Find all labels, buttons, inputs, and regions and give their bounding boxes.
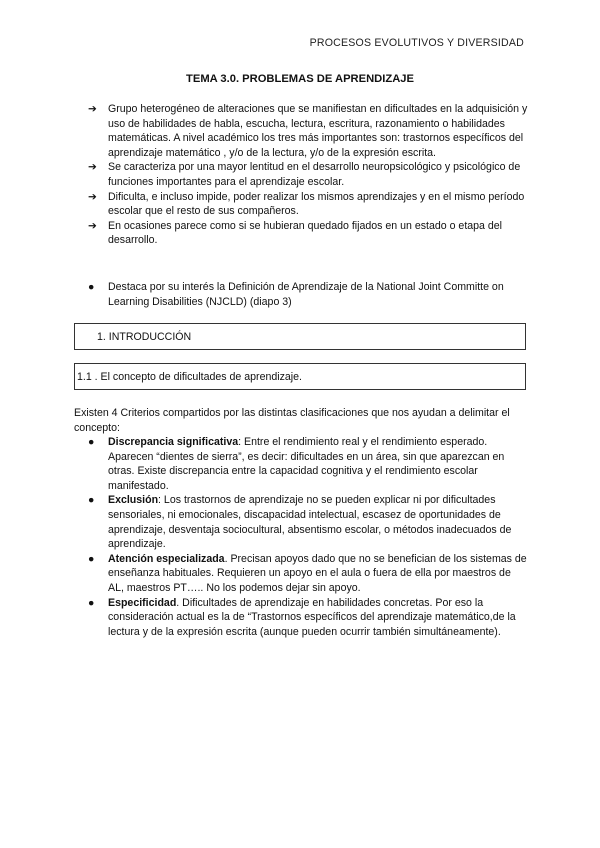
- list-item-text: Se caracteriza por una mayor lentitud en el desarrollo neuropsicológico y psicológico de funciones importantes para el aprendizaje escolar.: [108, 161, 521, 188]
- section-heading: 1. INTRODUCCIÓN: [97, 331, 192, 343]
- list-item: [88, 190, 528, 219]
- criteria-list: [88, 435, 528, 639]
- arrow-icon: ➔: [88, 219, 97, 232]
- arrow-icon: ➔: [88, 190, 97, 203]
- list-item-text: Grupo heterogéneo de alteraciones que se manifiestan en dificultades en la adquisición y uso de habilidades de habla, escucha, lectura, escritura, razonamiento o habilidades matemáticas. A nivel académico los tres más importantes son: trastornos específicos del aprendizaje matemático , y/o de la lectura, y/o de la expresión escrita.: [108, 103, 528, 159]
- criterion-text: : Los trastornos de aprendizaje no se pueden explicar ni por dificultades sensoriales, ni emocionales, discapacidad intelectual, escasez de oportunidades de aprendizaje, desventaja sociocultural, absentismo escolar, o métodos inadecuados de aprendizaje.: [108, 494, 512, 551]
- criterion-term: Atención especializada: [108, 552, 225, 565]
- list-item: [88, 219, 528, 248]
- arrow-icon: ➔: [88, 103, 97, 115]
- list-item-text: En ocasiones parece como si se hubieran quedado fijados en un estado o etapa del desarrollo.: [108, 219, 503, 247]
- bullet-icon: ●: [88, 281, 95, 293]
- criterion-text: . Precisan apoyos dado que no se benefician de los sistemas de enseñanza habituales. Requieren un apoyo en el aula o fuera de ella por maestros de AL, maestros PT….. No los podemos dejar sin apoyo.: [108, 552, 527, 594]
- arrow-icon: ➔: [88, 161, 97, 174]
- criterion-text: : Entre el rendimiento real y el rendimiento esperado. Aparecen “dientes de sierra”, es decir: dificultades en un área, sin que aparezcan en otras. Existe discrepancia entre la capacidad cognitiva y el rendimiento escolar manifestado.: [108, 436, 505, 492]
- list-item: [88, 160, 528, 189]
- page-header: PROCESOS EVOLUTIVOS Y DIVERSIDAD: [309, 37, 524, 49]
- criterion-term: Especificidad: [108, 596, 177, 609]
- list-item: [88, 102, 528, 160]
- arrow-list: [88, 102, 528, 248]
- note-text: Destaca por su interés la Definición de Aprendizaje de la National Joint Committe on Learning Disabilities (NJCLD) (diapo 3): [108, 281, 504, 308]
- bullet-icon: ●: [88, 596, 95, 609]
- section-heading-box: [74, 323, 526, 350]
- criterion-term: Exclusión: [108, 494, 159, 507]
- criterion-item: [88, 596, 528, 640]
- criterion-term: Discrepancia significativa: [108, 436, 239, 448]
- page-title: TEMA 3.0. PROBLEMAS DE APRENDIZAJE: [186, 73, 414, 85]
- criterion-item: [88, 552, 528, 596]
- list-item-text: Dificulta, e incluso impide, poder realizar los mismos aprendizajes y en el mismo período escolar que el resto de sus compañeros.: [108, 190, 525, 218]
- criterion-item: [88, 435, 528, 493]
- njcld-note: [88, 280, 528, 309]
- intro-paragraph: Existen 4 Criterios compartidos por las distintas clasificaciones que nos ayudan a delimitar el concepto:: [74, 407, 510, 434]
- bullet-icon: ●: [88, 552, 95, 565]
- criterion-text: . Dificultades de aprendizaje en habilidades concretas. Por eso la consideración actual es la de “Trastornos específicos del aprendizaje matemático,de la lectura y de la expresión escrita (aunque pueden ocurrir también simultáneamente).: [108, 596, 516, 638]
- bullet-icon: ●: [88, 436, 95, 448]
- bullet-icon: ●: [88, 494, 95, 507]
- criterion-item: [88, 493, 528, 551]
- subsection-heading-box: [74, 363, 526, 390]
- subsection-heading: 1.1 . El concepto de dificultades de aprendizaje.: [77, 371, 302, 383]
